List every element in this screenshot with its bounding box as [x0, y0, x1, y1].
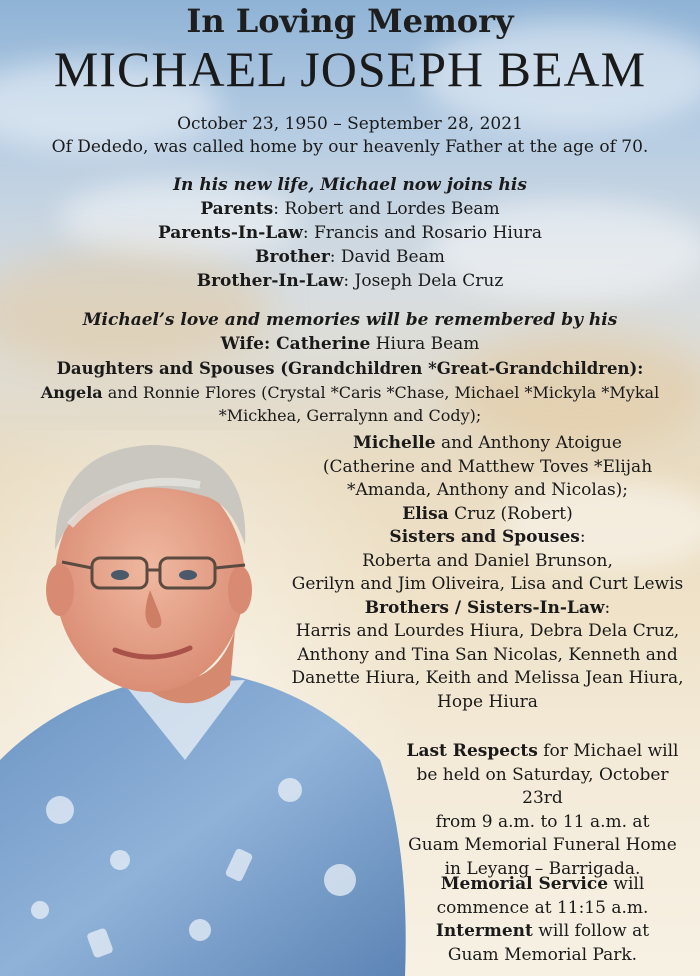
respects-label: Last Respects [406, 741, 538, 761]
respects-line-1 [395, 740, 690, 764]
family-right-column [285, 432, 690, 714]
predeceased-heading: In his new life, Michael now joins his [173, 175, 527, 195]
brothers-line-2: Anthony and Tina San Nicolas, Kenneth and [297, 644, 678, 665]
michelle-line-3: *Amanda, Anthony and Nicolas); [346, 480, 629, 500]
deceased-name: MICHAEL JOSEPH BEAM [53, 41, 647, 97]
respects-line-4: Guam Memorial Funeral Home [408, 835, 677, 855]
memorial-text: will [608, 874, 645, 894]
wife-value: Hiura Beam [370, 334, 480, 354]
brothers-heading-text: Brothers / Sisters-In-Law [364, 597, 605, 618]
last-respects-block [395, 740, 690, 881]
memorial-block [395, 873, 690, 967]
sisters-heading [285, 526, 690, 550]
life-dates: October 23, 1950 – September 28, 2021 [177, 114, 523, 134]
parents-value: : Robert and Lordes Beam [273, 199, 500, 219]
michelle-line [285, 432, 690, 456]
brother-label: Brother [255, 247, 330, 267]
wife-label: Wife: Catherine [220, 334, 371, 354]
wife-line [0, 333, 700, 356]
brother-in-law-value: : Joseph Dela Cruz [343, 271, 504, 291]
angela-name: Angela [40, 383, 103, 402]
brothers-line-4: Hope Hiura [437, 691, 538, 712]
angela-line [0, 381, 700, 404]
page-title: In Loving Memory [186, 2, 514, 40]
brother-line [0, 246, 700, 269]
michelle-family: and Anthony Atoigue [435, 433, 622, 453]
angela-family: and Ronnie Flores (Crystal *Caris *Chase, Michael *Mickyla *Mykal [102, 383, 660, 402]
elisa-line [285, 503, 690, 527]
brother-in-law-line [0, 270, 700, 293]
parents-in-law-label: Parents-In-Law [157, 223, 303, 243]
respects-line-5: in Leyang – Barrigada. [444, 858, 641, 879]
brother-value: : David Beam [329, 247, 445, 267]
respects-text: for Michael will [537, 741, 679, 761]
daughters-heading [0, 357, 700, 380]
survivors-heading: Michael’s love and memories will be remembered by his [82, 310, 618, 330]
sisters-line-2: Gerilyn and Jim Oliveira, Lisa and Curt Lewis [291, 574, 684, 594]
parents-in-law-value: : Francis and Rosario Hiura [302, 223, 543, 243]
brothers-line-1: Harris and Lourdes Hiura, Debra Dela Cruz, [295, 621, 680, 641]
elisa-family: Cruz (Robert) [448, 503, 573, 524]
parents-in-law-line [0, 222, 700, 245]
respects-line-2: be held on Saturday, October 23rd [416, 764, 669, 808]
michelle-name: Michelle [353, 433, 436, 453]
interment-label: Interment [435, 921, 533, 941]
daughters-heading-text: Daughters and Spouses (Grandchildren *Great-Grandchildren): [56, 359, 644, 378]
brothers-line-3: Danette Hiura, Keith and Melissa Jean Hiura, [291, 668, 684, 688]
brothers-heading-colon: : [604, 597, 611, 618]
memorial-line-2: commence at 11:15 a.m. [436, 897, 649, 918]
intro-text: Of Dededo, was called home by our heavenly Father at the age of 70. [51, 137, 649, 157]
parents-label: Parents [200, 199, 274, 219]
interment-line-1 [395, 920, 690, 944]
elisa-name: Elisa [402, 503, 449, 524]
sisters-line-1: Roberta and Daniel Brunson, [362, 550, 613, 571]
brother-in-law-label: Brother-In-Law [196, 271, 344, 291]
sisters-heading-colon: : [579, 527, 586, 547]
sisters-heading-text: Sisters and Spouses [389, 527, 580, 547]
interment-line-2: Guam Memorial Park. [447, 944, 638, 965]
respects-line-3: from 9 a.m. to 11 a.m. at [435, 811, 650, 832]
interment-text: will follow at [532, 921, 650, 941]
angela-line-2: *Mickhea, Gerralynn and Cody); [218, 406, 482, 425]
memorial-label: Memorial Service [440, 874, 609, 894]
brothers-heading [285, 597, 690, 621]
michelle-line-2: (Catherine and Matthew Toves *Elijah [322, 456, 653, 477]
memorial-line-1 [395, 873, 690, 897]
parents-line [0, 198, 700, 221]
